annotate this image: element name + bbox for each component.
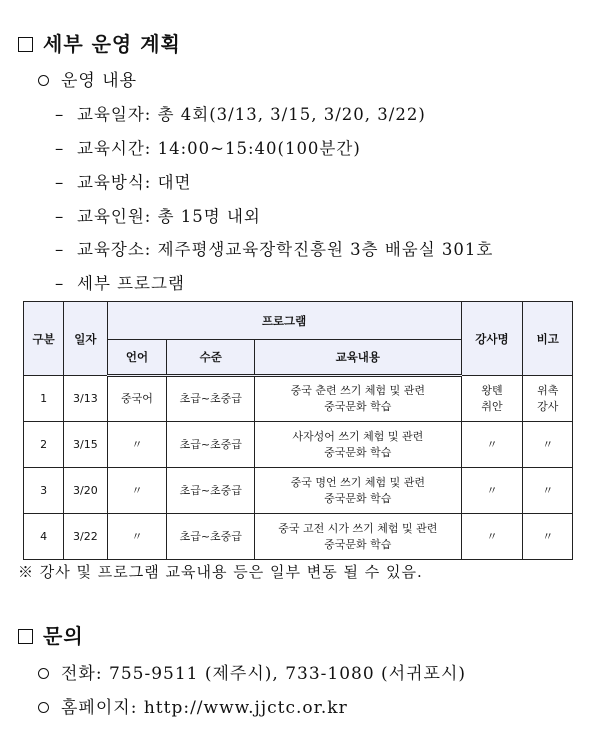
- section-title-plan: [18, 28, 181, 57]
- content-line: 중국문화 학습: [324, 491, 392, 505]
- dash-icon: –: [55, 207, 65, 226]
- cell-note: 〃: [523, 514, 573, 560]
- cell-no: 1: [24, 376, 64, 422]
- cell-language: 〃: [107, 514, 167, 560]
- cell-language: 중국어: [107, 376, 167, 422]
- detail-line-place: – 교육장소: 제주평생교육장학진흥원 3층 배움실 301호: [55, 240, 494, 259]
- cell-date: 3/22: [64, 514, 107, 560]
- cell-note: [523, 376, 573, 422]
- cell-no: 4: [24, 514, 64, 560]
- dash-icon: –: [55, 274, 65, 293]
- cell-content: [255, 468, 461, 514]
- dash-icon: –: [55, 105, 65, 124]
- content-line: 중국문화 학습: [324, 400, 392, 413]
- detail-value: 총 4회(3/13, 3/15, 3/20, 3/22): [157, 105, 426, 124]
- detail-value: 총 15명 내외: [157, 207, 261, 226]
- table-row: [24, 422, 573, 468]
- header-instructor: 강사명: [461, 302, 523, 376]
- contact-phone: 전화: 755-9511 (제주시), 733-1080 (서귀포시): [38, 659, 466, 684]
- note-line: 강사: [537, 399, 559, 413]
- cell-content: [255, 422, 461, 468]
- cell-content: [255, 514, 461, 560]
- content-line: 중국문화 학습: [324, 445, 392, 459]
- header-note: 비고: [523, 302, 573, 376]
- instructor-line: 왕톈: [481, 383, 503, 397]
- checkbox-square-icon: [18, 629, 33, 644]
- cell-level: 초급~초중급: [167, 422, 255, 468]
- cell-content: [255, 376, 461, 422]
- plan-title: 세부 운영 계획: [43, 32, 181, 56]
- table-row: [24, 468, 573, 514]
- circle-bullet-icon: [38, 702, 49, 713]
- detail-label: 교육시간: [77, 139, 145, 158]
- header-content: 교육내용: [255, 340, 461, 376]
- header-language: 언어: [107, 340, 167, 376]
- circle-bullet-icon: [38, 75, 49, 86]
- checkbox-square-icon: [18, 37, 33, 52]
- detail-line-program: [55, 270, 185, 294]
- cell-no: 3: [24, 468, 64, 514]
- detail-label: 세부 프로그램: [77, 274, 185, 293]
- cell-date: 3/20: [64, 468, 107, 514]
- table-header-row: [24, 302, 573, 340]
- detail-value: 제주평생교육장학진흥원 3층 배움실 301호: [157, 240, 494, 259]
- cell-instructor: 〃: [461, 422, 523, 468]
- program-table: [23, 301, 573, 560]
- detail-line-time: – 교육시간: 14:00~15:40(100분간): [55, 139, 361, 158]
- homepage-link[interactable]: http://www.jjctc.or.kr: [143, 698, 348, 718]
- phone-label: 전화: [61, 664, 96, 684]
- table-row: [24, 514, 573, 560]
- header-program: 프로그램: [107, 302, 461, 340]
- cell-instructor: 〃: [461, 468, 523, 514]
- cell-level: 초급~초중급: [167, 468, 255, 514]
- detail-line-method: – 교육방식: 대면: [55, 173, 192, 192]
- cell-instructor: 〃: [461, 514, 523, 560]
- table-row: [24, 376, 573, 422]
- content-line: 중국 고전 시가 쓰기 체험 및 관련: [278, 521, 438, 535]
- content-line: 사자성어 쓰기 체험 및 관련: [292, 429, 424, 443]
- detail-value: 대면: [157, 173, 192, 192]
- circle-bullet-icon: [38, 668, 49, 679]
- cell-level: 초급~초중급: [167, 376, 255, 422]
- subsection-label: 운영 내용: [61, 71, 138, 91]
- cell-date: 3/15: [64, 422, 107, 468]
- detail-label: 교육방식: [77, 173, 145, 192]
- contact-homepage: 홈페이지: http://www.jjctc.or.kr: [38, 693, 348, 718]
- content-line: 중국문화 학습: [324, 537, 392, 551]
- header-date: 일자: [64, 302, 107, 376]
- subsection-operation: [38, 66, 137, 91]
- cell-language: 〃: [107, 422, 167, 468]
- dash-icon: –: [55, 139, 65, 158]
- detail-value: 14:00~15:40(100분간): [157, 139, 361, 158]
- cell-instructor: [461, 376, 523, 422]
- instructor-line: 취안: [481, 399, 503, 413]
- dash-icon: –: [55, 173, 65, 192]
- cell-note: 〃: [523, 422, 573, 468]
- content-line: 중국 춘련 쓰기 체험 및 관련: [290, 384, 425, 397]
- detail-line-date: – 교육일자: 총 4회(3/13, 3/15, 3/20, 3/22): [55, 105, 426, 124]
- detail-line-headcount: – 교육인원: 총 15명 내외: [55, 207, 261, 226]
- detail-label: 교육일자: [77, 105, 145, 124]
- detail-label: 교육장소: [77, 240, 145, 259]
- cell-level: 초급~초중급: [167, 514, 255, 560]
- footnote: ※ 강사 및 프로그램 교육내용 등은 일부 변동 될 수 있음.: [18, 563, 423, 581]
- section-title-contact: [18, 620, 84, 649]
- detail-label: 교육인원: [77, 207, 145, 226]
- content-line: 중국 명언 쓰기 체험 및 관련: [290, 475, 425, 489]
- phone-value: 755-9511 (제주시), 733-1080 (서귀포시): [109, 664, 467, 684]
- header-level: 수준: [167, 340, 255, 376]
- homepage-label: 홈페이지: [61, 698, 131, 718]
- cell-note: 〃: [523, 468, 573, 514]
- dash-icon: –: [55, 240, 65, 259]
- cell-date: 3/13: [64, 376, 107, 422]
- header-category: 구분: [24, 302, 64, 376]
- contact-title: 문의: [43, 624, 84, 648]
- cell-language: 〃: [107, 468, 167, 514]
- note-line: 위촉: [537, 383, 559, 397]
- cell-no: 2: [24, 422, 64, 468]
